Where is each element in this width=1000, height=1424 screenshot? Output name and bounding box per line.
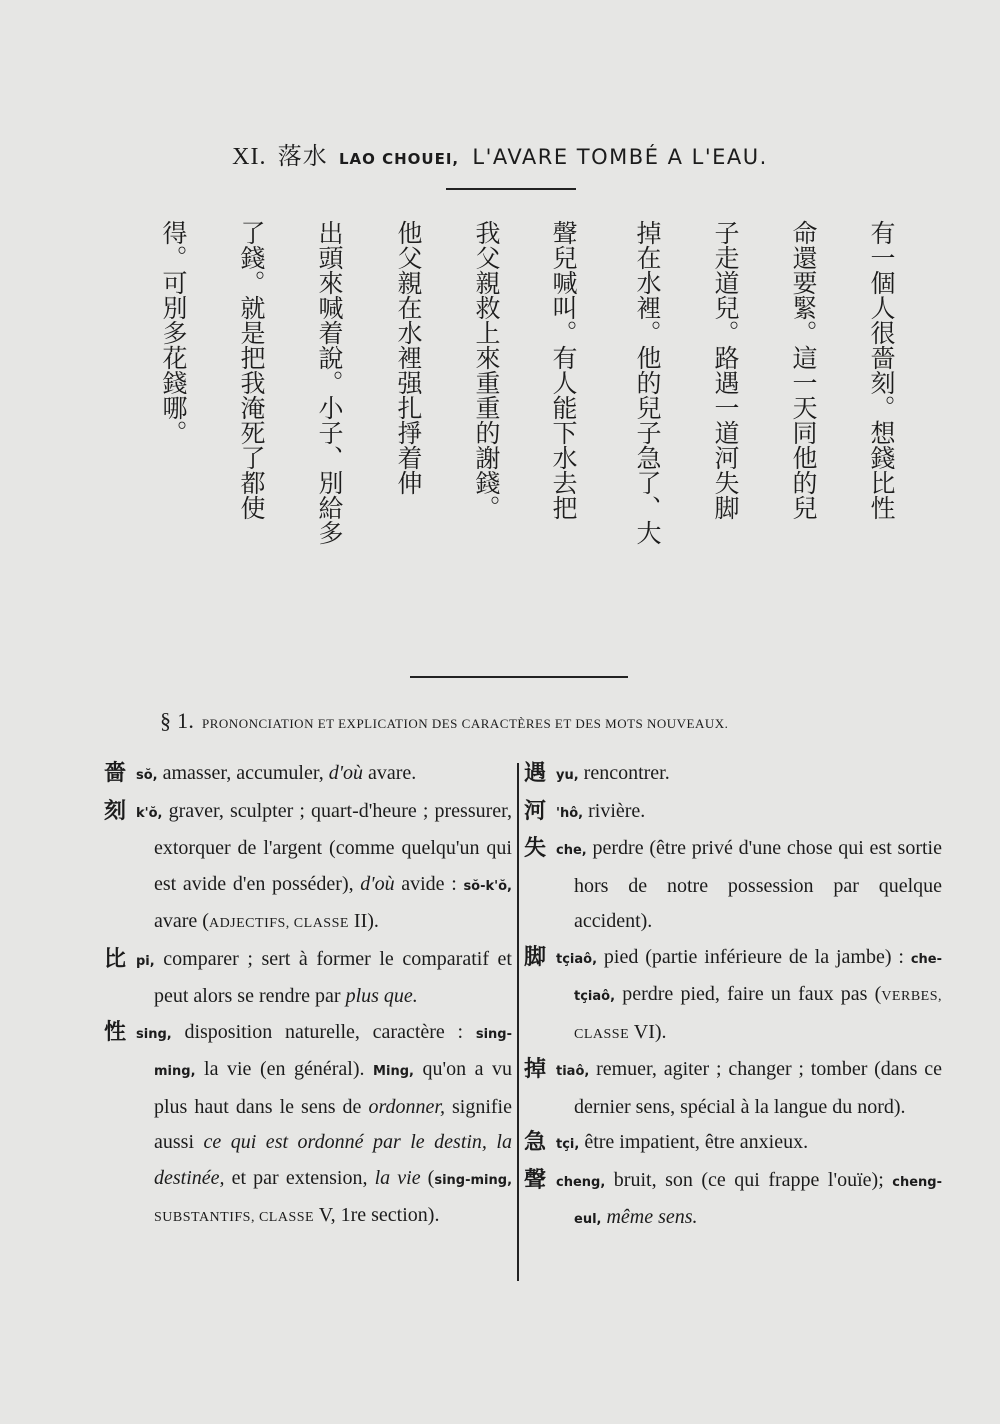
- lesson-title-chinese: 落水: [277, 142, 328, 170]
- glossary-romanized-term: sing-ming,: [154, 1026, 512, 1079]
- column-divider: [517, 763, 519, 1281]
- glossary-italic-text: ce qui est ordonné par le destin, la destinée,: [154, 1131, 512, 1189]
- glossary-text: remuer, agiter ; changer ; tomber (dans ce dernier sens, spécial à la langue du nord).: [574, 1058, 942, 1118]
- glossary-entry: [104, 794, 512, 942]
- glossary-italic-text: d'où: [360, 872, 395, 895]
- chinese-column: 有一個人很嗇刻。想錢比性: [867, 220, 896, 520]
- chinese-column: 出頭來喊着說。小子、別給多: [315, 220, 344, 545]
- chinese-column: 聲兒喊叫。有人能下水去把: [549, 220, 578, 520]
- glossary-entry: [104, 1015, 512, 1236]
- glossary-text: amasser, accumuler,: [157, 762, 329, 784]
- glossary-text: II).: [348, 910, 379, 932]
- glossary-character: 急: [524, 1130, 547, 1155]
- glossary-definition: [104, 794, 512, 942]
- glossary-definition: [104, 1015, 512, 1236]
- title-rule: [446, 188, 576, 190]
- glossary-entry: [104, 756, 512, 794]
- glossary-romanization: tçi,: [556, 1137, 580, 1152]
- glossary-text: VI).: [629, 1020, 667, 1043]
- glossary-text: graver, sculpter ; quart-d'heure ; pressurer, extorquer de l'argent (comme quelqu'un qui est avide d'en posséder),: [154, 799, 512, 895]
- glossary-character: 性: [104, 1019, 127, 1045]
- glossary-definition: [524, 940, 942, 1053]
- glossary-romanization: sŏ,: [136, 768, 158, 783]
- glossary-text: (: [420, 1166, 435, 1189]
- chinese-column: 子走道兒。路遇一道河失脚: [711, 220, 740, 520]
- chinese-column: 掉在水裡。他的兒子急了、大: [633, 220, 662, 545]
- glossary-text: et par extension,: [224, 1166, 375, 1189]
- glossary-definition: [104, 756, 512, 794]
- glossary-italic-text: plus que.: [345, 985, 418, 1007]
- glossary-romanization: yu,: [556, 768, 579, 783]
- glossary-romanization: che,: [556, 843, 587, 858]
- glossary-smallcaps-text: VERBES, CLASSE: [574, 989, 942, 1042]
- lesson-title-french: L'AVARE TOMBÉ A L'EAU.: [472, 145, 768, 169]
- glossary-character: 河: [524, 798, 547, 824]
- glossary-romanization: k'ŏ,: [136, 805, 163, 821]
- section-heading: [160, 708, 880, 734]
- glossary-definition: [524, 1125, 942, 1163]
- glossary-smallcaps-text: ADJECTIFS, CLASSE: [208, 916, 349, 931]
- glossary-text: signifie aussi: [154, 1095, 512, 1153]
- glossary-text: pied (partie inférieure de la jambe) :: [597, 945, 911, 968]
- glossary-text: disposition naturelle, caractère :: [171, 1020, 476, 1043]
- chinese-text-block: [150, 220, 900, 650]
- glossary-entry: [524, 940, 942, 1053]
- glossary-romanization: cheng,: [556, 1174, 606, 1190]
- glossary-character: 失: [524, 836, 547, 861]
- glossary-romanization: tiaô,: [556, 1064, 590, 1079]
- glossary-character: 聲: [524, 1167, 547, 1193]
- glossary-italic-text: ordonner,: [368, 1095, 445, 1118]
- glossary-text: perdre (être privé d'une chose qui est sortie hors de notre possession par quelque accident).: [574, 837, 942, 932]
- glossary-character: 嗇: [104, 761, 127, 786]
- glossary-character: 掉: [524, 1057, 547, 1082]
- glossary-smallcaps-text: SUBSTANTIFS, CLASSE: [154, 1210, 315, 1225]
- glossary-romanized-term: che-tçiaô,: [574, 951, 942, 1004]
- section-heading-text: PRONONCIATION ET EXPLICATION DES CARACTÈRES ET DES MOTS NOUVEAUX.: [202, 716, 729, 731]
- glossary-italic-text: même sens.: [606, 1206, 698, 1228]
- chinese-column: 我父親救上來重重的謝錢。: [472, 220, 501, 520]
- chinese-column: 了錢。就是把我淹死了都使: [237, 220, 266, 520]
- chinese-column: 得。可別多花錢哪。: [159, 220, 188, 445]
- glossary-italic-text: la vie: [374, 1166, 421, 1189]
- glossary-character: 刻: [104, 798, 127, 824]
- glossary-right-column: [524, 756, 942, 1238]
- glossary-definition: [524, 794, 942, 832]
- glossary-definition: [524, 1163, 942, 1238]
- glossary-character: 比: [104, 946, 127, 972]
- glossary-text: qu'on a vu plus haut dans le sens de: [154, 1058, 512, 1118]
- glossary-text: la vie (en général).: [195, 1058, 374, 1080]
- glossary-italic-text: d'où: [328, 762, 363, 784]
- glossary-entry: [524, 1163, 942, 1238]
- glossary-entry: [524, 794, 942, 832]
- glossary-text: être impatient, être anxieux.: [579, 1131, 809, 1153]
- glossary-romanized-term: Ming,: [373, 1064, 414, 1079]
- section-mark: § 1.: [160, 708, 195, 733]
- lesson-number: XI.: [232, 144, 267, 170]
- glossary-romanization: pi,: [136, 953, 155, 969]
- glossary-definition: [104, 942, 512, 1015]
- lesson-title: [150, 136, 850, 171]
- glossary-romanized-term: sŏ-k'ŏ,: [463, 878, 512, 894]
- glossary-entry: [104, 942, 512, 1015]
- glossary-text: rivière.: [583, 799, 646, 822]
- glossary-text: comparer ; sert à former le comparatif et peut alors se rendre par: [154, 947, 512, 1007]
- chinese-column: 他父親在水裡强扎掙着伸: [394, 220, 423, 495]
- glossary-text: bruit, son (ce qui frappe l'ouïe);: [605, 1168, 893, 1191]
- glossary-text: avare (: [154, 910, 209, 932]
- glossary-romanization: tçiaô,: [556, 951, 598, 967]
- glossary-entry: [524, 1052, 942, 1125]
- glossary-text: avide :: [394, 872, 464, 895]
- glossary-character: 遇: [524, 761, 547, 786]
- glossary-definition: [524, 756, 942, 794]
- glossary-entry: [524, 756, 942, 794]
- glossary-romanization: 'hô,: [556, 805, 584, 821]
- chinese-column: 命還要緊。這一天同他的兒: [789, 220, 818, 520]
- glossary-romanized-term: sing-ming,: [434, 1172, 513, 1188]
- glossary-definition: [524, 831, 942, 940]
- glossary-romanization: sing,: [136, 1026, 172, 1042]
- glossary-entry: [524, 831, 942, 940]
- section-rule: [410, 676, 628, 678]
- glossary-left-column: [104, 756, 512, 1236]
- glossary-text: perdre pied, faire un faux pas (: [615, 983, 882, 1005]
- glossary-character: 脚: [524, 944, 547, 970]
- glossary-romanized-term: cheng-eul,: [574, 1174, 942, 1227]
- glossary-text: V, 1re section).: [314, 1204, 440, 1226]
- running-head-faint: [330, 98, 670, 106]
- glossary-definition: [524, 1052, 942, 1125]
- glossary-text: rencontrer.: [578, 762, 670, 784]
- glossary-text: avare.: [362, 762, 417, 784]
- lesson-title-romanization: LAO CHOUEI,: [338, 150, 460, 168]
- glossary-entry: [524, 1125, 942, 1163]
